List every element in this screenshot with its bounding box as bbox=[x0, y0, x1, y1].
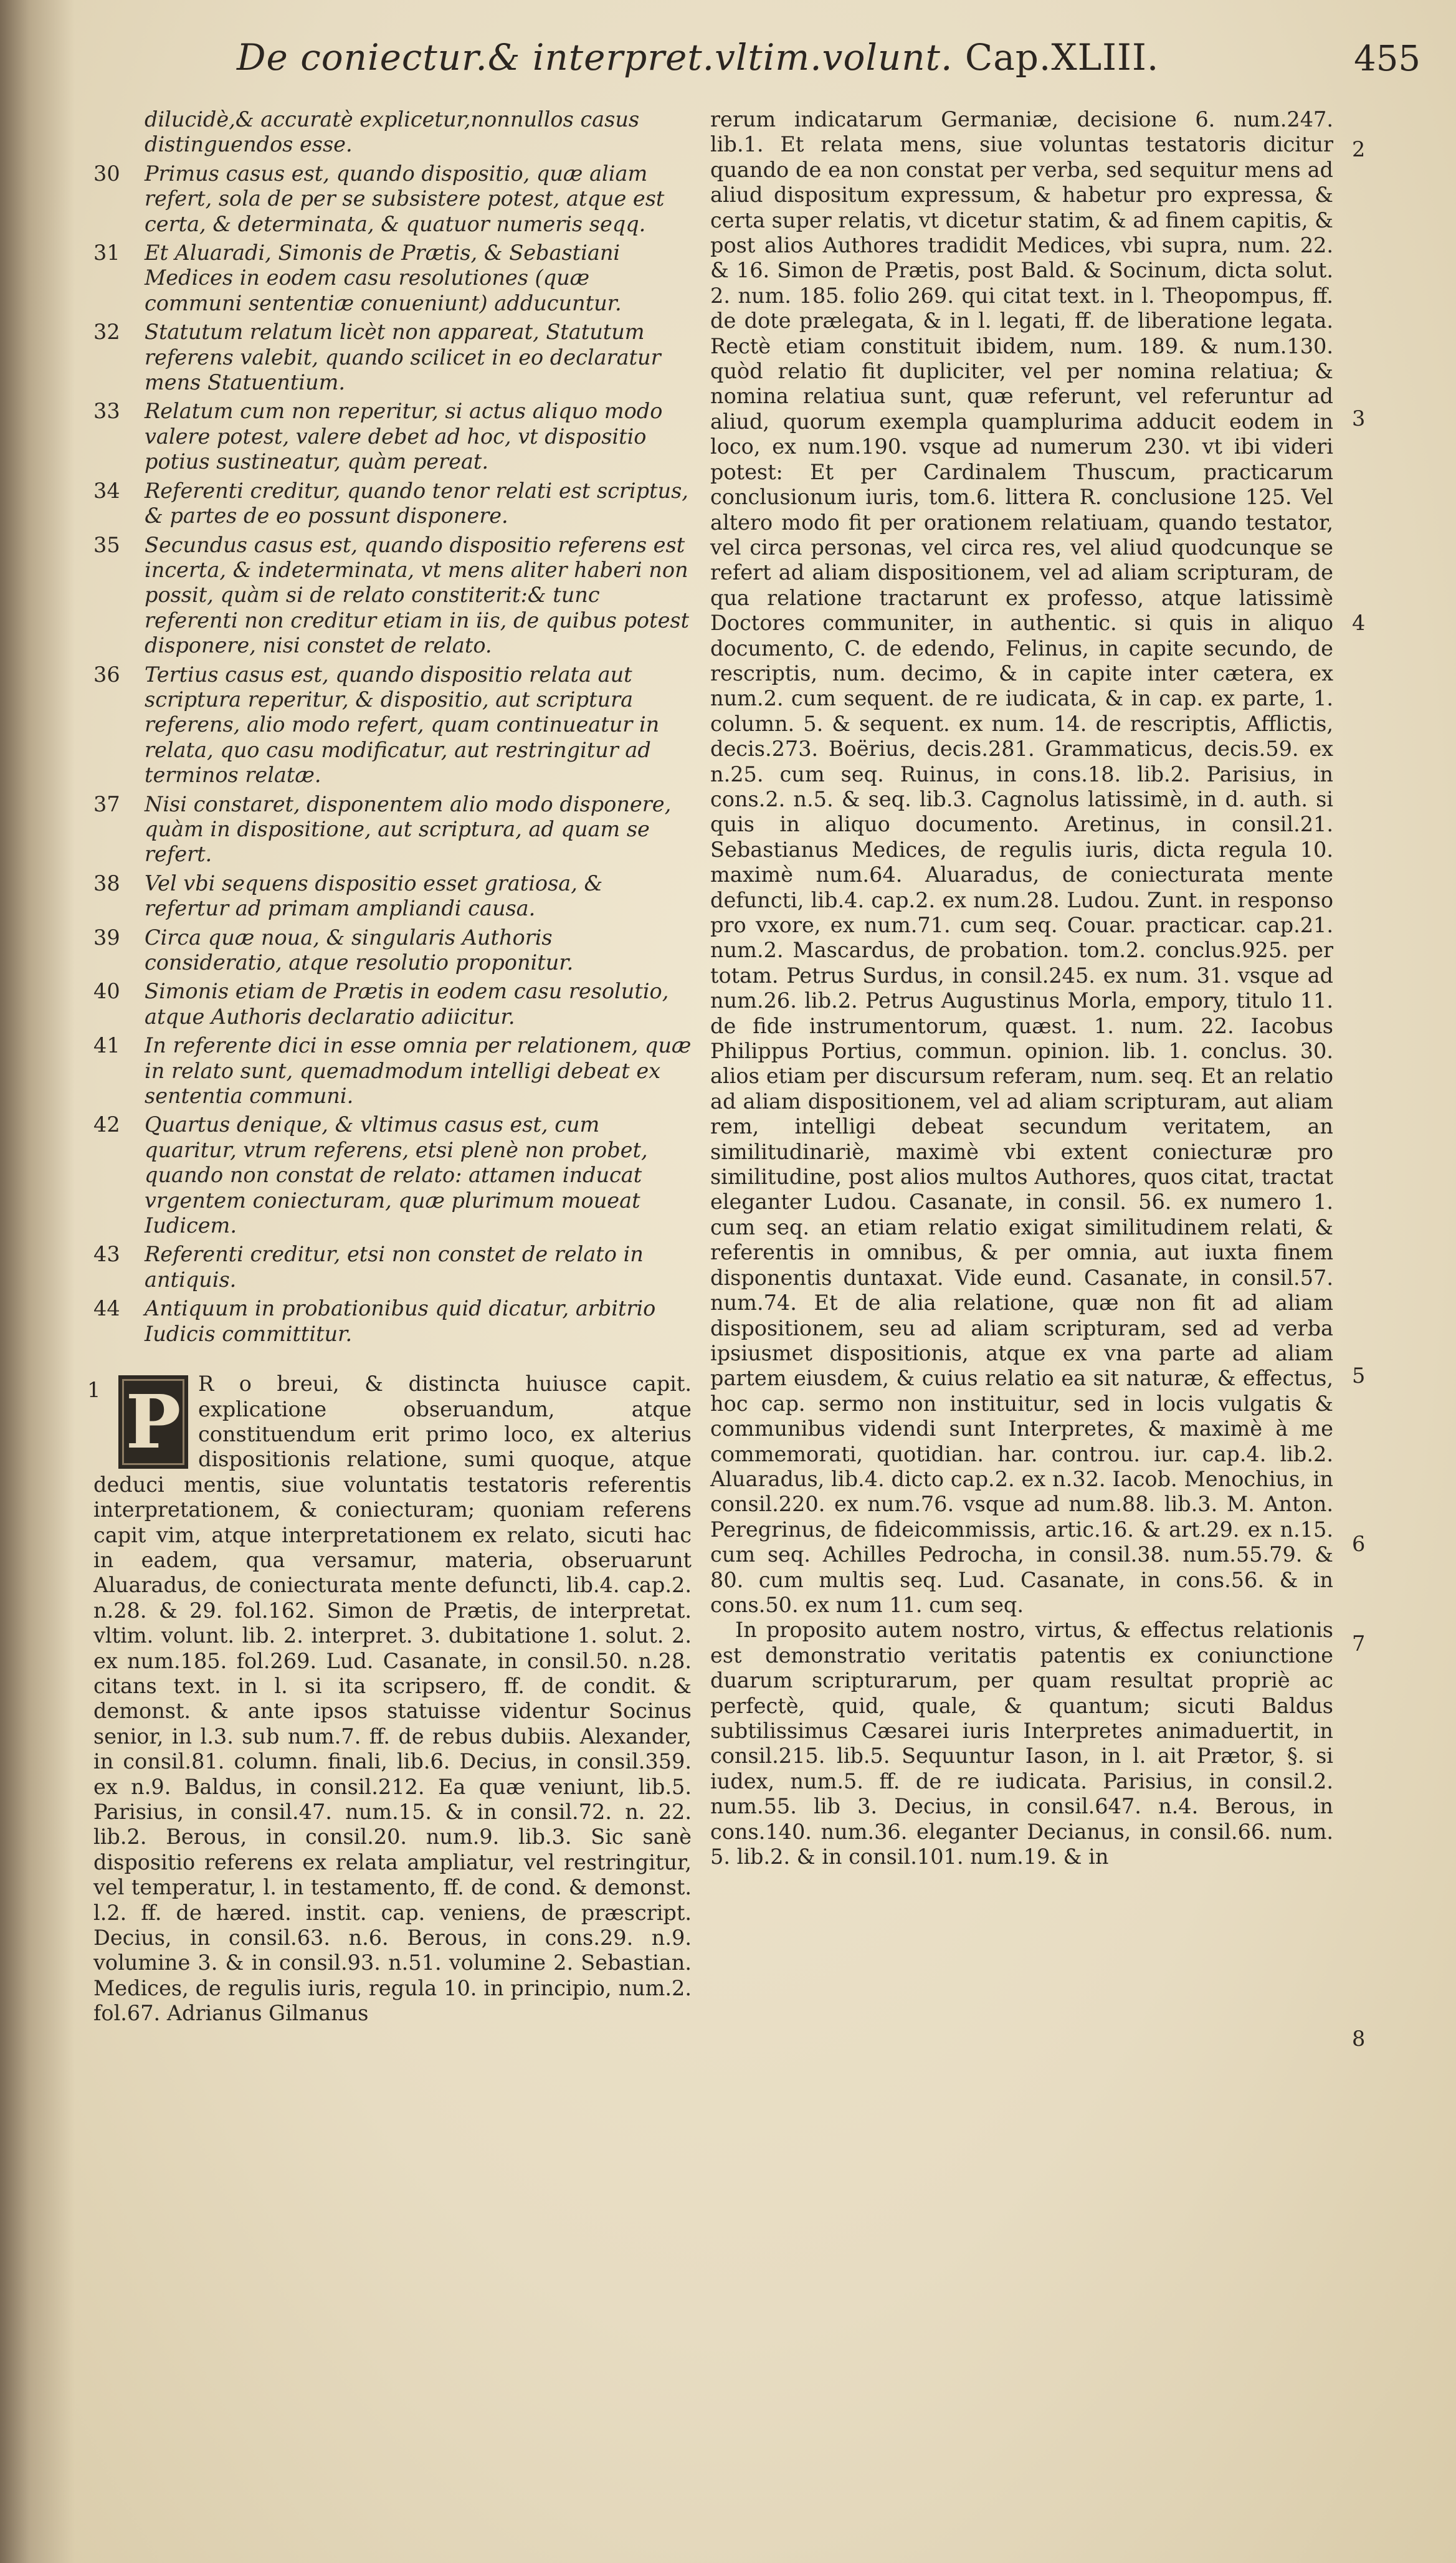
margin-number: 6 bbox=[1352, 1532, 1366, 1556]
summary-text: Tertius casus est, quando dispositio relata aut scriptura reperitur, & dispositio, aut scriptura referens, alio modo refert, quam continueatur in relata, quo casu modificatur, aut restringitur ad terminos relatæ. bbox=[145, 662, 660, 788]
summary-number: 38 bbox=[93, 871, 120, 895]
body-paragraph: In proposito autem nostro, virtus, & effectus relationis est demonstratio veritatis patentis ex coniunctione duarum scripturarum, per quam resultat propriè ac perfectè, quid, quale, & quantum; sicuti Baldus subtilissimus Cæsarei iuris Interpretes animaduertit, in consil.215. lib.5. Sequuntur Iason, in l. ait Prætor, §. si iudex, num.5. ff. de re iudicata. Parisius, in consil.2. num.55. lib 3. Decius, in consil.647. n.4. Berous, in cons.140. num.36. eleganter Decianus, in consil.66. num. 5. lib.2. & in consil.101. num.19. & in bbox=[710, 1618, 1333, 1869]
summary-text: Et Aluaradi, Simonis de Prætis, & Sebastiani Medices in eodem casu resolutiones (quæ communi sententiæ conueniunt) adducuntur. bbox=[145, 241, 622, 315]
summary-text: Antiquum in probationibus quid dicatur, arbitrio Iudicis committitur. bbox=[145, 1296, 656, 1346]
summary-item bbox=[93, 1033, 692, 1109]
summary-number: 42 bbox=[93, 1112, 120, 1137]
summary-text: Simonis etiam de Prætis in eodem casu resolutio, atque Authoris declaratio adiicitur. bbox=[145, 979, 669, 1029]
summary-number: 36 bbox=[93, 662, 120, 687]
summary-item bbox=[93, 1242, 692, 1292]
summary-item bbox=[93, 533, 692, 659]
summary-text: Secundus casus est, quando dispositio referens est incerta, & indeterminata, vt mens aliter haberi non possit, quàm si de relato constiterit:& tunc referenti non creditur etiam in iis, de quibus potest disponere, nisi constet de relato. bbox=[145, 532, 690, 658]
margin-number: 3 bbox=[1352, 406, 1366, 431]
summary-item bbox=[93, 1112, 692, 1238]
margin-number: 8 bbox=[1352, 2026, 1366, 2051]
summary-number: 35 bbox=[93, 532, 120, 557]
margin-number: 1 bbox=[87, 1378, 101, 1403]
summary-number: 39 bbox=[93, 925, 120, 950]
summary-number: 32 bbox=[93, 320, 120, 345]
summary-number: 34 bbox=[93, 478, 120, 503]
summary-item bbox=[93, 792, 692, 867]
summary-number: 40 bbox=[93, 979, 120, 1004]
summary-text: Statutum relatum licèt non appareat, Statutum referens valebit, quando scilicet in eo declaratur mens Statuentium. bbox=[145, 320, 661, 395]
summary-text: Vel vbi sequens dispositio esset gratiosa, & refertur ad primam ampliandi causa. bbox=[145, 871, 603, 921]
left-column bbox=[87, 107, 692, 2026]
summary-text: In referente dici in esse omnia per relationem, quæ in relato sunt, quemadmodum intelligi debeat ex sententia communi. bbox=[145, 1033, 692, 1109]
summary-number: 44 bbox=[93, 1296, 120, 1321]
summary-text: Nisi constaret, disponentem alio modo disponere, quàm in dispositione, aut scriptura, ad quam se refert. bbox=[145, 791, 672, 867]
summary-text: dilucidè,& accuratè explicetur,nonnullos casus distinguendos esse. bbox=[145, 107, 640, 157]
chapter-label: Cap.XLIII. bbox=[964, 36, 1159, 79]
running-header bbox=[237, 36, 1420, 92]
summary-number: 41 bbox=[93, 1033, 120, 1058]
summary-item bbox=[93, 241, 692, 316]
margin-number: 4 bbox=[1352, 611, 1366, 635]
binding-shadow bbox=[0, 0, 75, 2563]
right-column bbox=[710, 107, 1333, 1869]
summary-item bbox=[93, 161, 692, 237]
summary-text: Circa quæ noua, & singularis Authoris consideratio, atque resolutio proponitur. bbox=[145, 925, 574, 975]
margin-number: 2 bbox=[1352, 137, 1366, 161]
margin-number: 7 bbox=[1352, 1631, 1366, 1656]
summary-text: Relatum cum non reperitur, si actus aliquo modo valere potest, valere debet ad hoc, vt dispositio potius sustineatur, quàm pereat. bbox=[145, 399, 663, 474]
summary-item bbox=[93, 107, 692, 158]
summary-item bbox=[93, 662, 692, 788]
summary-item bbox=[93, 1296, 692, 1347]
body-paragraph: rerum indicatarum Germaniæ, decisione 6. num.247. lib.1. Et relata mens, siue voluntas testatoris dicitur quando de ea non constat per verba, sed sequitur mens ad aliud dispositum expressum, & habetur pro expressa, & certa super relatis, vt dicetur statim, & ad finem capitis, & post alios Authores tradidit Medices, vbi supra, num. 22. & 16. Simon de Prætis, post Bald. & Socinum, dicta solut. 2. num. 185. folio 269. qui citat text. in l. Theopompus, ff. de dote prælegata, & in l. legati, ff. de liberatione legata. Rectè etiam constituit ibidem, num. 189. & num.130. quòd relatio fit dupliciter, vel per nomina relatiua; & nomina relatiua sunt, quæ referunt, vel referuntur ad aliud, quorum exempla quamplurima adducit eodem in loco, ex num.190. vsque ad numerum 230. vt ibi videri potest: Et per Cardinalem Thuscum, practicarum conclusionum iuris, tom.6. littera R. conclusione 125. Vel altero modo fit per orationem relatiuam, quando testator, vel circa personas, vel circa res, vel aliud quodcunque se refert ad aliam dispositionem, vel ad aliam scripturam, de qua relatione tractarunt ex professo, atque latissimè Doctores communiter, in authentic. si quis in aliquo documento, C. de edendo, Felinus, in capite secundo, de rescriptis, num. decimo, & in capite inter cætera, ex num.2. cum sequent. de re iudicata, & in cap. ex parte, 1. column. 5. & sequent. ex num. 14. de rescriptis, Afflictis, decis.273. Boërius, decis.281. Grammaticus, decis.59. ex n.25. cum seq. Ruinus, in cons.18. lib.2. Parisius, in cons.2. n.5. & seq. lib.3. Cagnolus latissimè, in d. auth. si quis in aliquo documento. Aretinus, in consil.21. Sebastianus Medices, de regulis iuris, dicta regula 10. maximè num.64. Aluaradus, de coniecturata mente defuncti, lib.4. cap.2. ex num.28. Ludou. Zunt. in responso pro vxore, ex num.71. cum seq. Couar. practicar. cap.21. num.2. Mascardus, de probation. tom.2. conclus.925. per totam. Petrus Surdus, in consil.245. ex num. 31. vsque ad num.26. lib.2. Petrus Augustinus Morla, empory, titulo 11. de fide instrumentorum, quæst. 1. num. 22. Iacobus Philippus Portius, commun. opinion. lib. 1. conclus. 30. alios etiam per discursum referam, num. seq. Et an relatio ad aliam dispositionem, vel ad aliam scripturam, aut aliam rem, intelligi debeat secundum veritatem, an similitudinariè, maximè vbi extent coniecturæ pro similitudine, post alios multos Authores, quos citat, tractat eleganter Ludou. Casanate, in consil. 56. ex numero 1. cum seq. an etiam relatio exigat similitudinem relati, & referentis in omnibus, & per omnia, aut iuxta finem disponentis duntaxat. Vide eund. Casanate, in consil.57. num.74. Et de alia relatione, quæ non fit ad aliam dispositionem, seu ad aliam scripturam, sed ad verba ipsiusmet dispositionis, atque ex vna parte ad aliam partem eiusdem, & cuius relatio ea sit naturæ, & effectus, hoc cap. sermo non instituitur, sed in locis vulgatis & communibus videndi sunt Interpretes, & maximè à me commemorati, quotidian. har. controu. iur. cap.4. lib.2. Aluaradus, lib.4. dicto cap.2. ex n.32. Iacob. Menochius, in consil.220. ex num.76. vsque ad num.88. lib.3. M. Anton. Peregrinus, de fideicommissis, artic.16. & art.29. ex n.15. cum seq. Achilles Pedrocha, in consil.38. num.55.79. & 80. cum multis seq. Lud. Casanate, in cons.56. & in cons.50. ex num 11. cum seq. bbox=[710, 107, 1333, 1617]
body-paragraph: R o breui, & distincta huiusce capit. explicatione obseruandum, atque constituendum erit primo loco, ex alterius dispositionis relatione, sumi quoque, atque deduci mentis, siue voluntatis testatoris referentis interpretationem, & coniecturam; quoniam referens capit vim, atque interpretationem ex relato, sicuti hac in eadem, qua versamur, materia, obseruarunt Aluaradus, de coniecturata mente defuncti, lib.4. cap.2. n.28. & 29. fol.162. Simon de Prætis, de interpretat. vltim. volunt. lib. 2. interpret. 3. dubitatione 1. solut. 2. ex num.185. fol.269. Lud. Casanate, in consil.50. n.28. citans text. in l. si ita scripsero, ff. de condit. & demonst. & ante ipsos statuisse videntur Socinus senior, in l.3. sub num.7. ff. de rebus dubiis. Alexander, in consil.81. column. finali, lib.6. Decius, in consil.359. ex n.9. Baldus, in consil.212. Ea quæ veniunt, lib.5. Parisius, in consil.47. num.15. & in consil.72. n. 22. lib.2. Berous, in consil.20. num.9. lib.3. Sic sanè dispositio referens ex relata ampliatur, vel restringitur, vel temperatur, l. in testamento, ff. de cond. & demonst. l.2. ff. de hæred. instit. cap. veniens, de præscript. Decius, in consil.63. n.6. Berous, in cons.29. n.9. volumine 3. & in consil.93. n.51. volumine 2. Sebastian. Medices, de regulis iuris, regula 10. in principio, num.2. fol.67. Adrianus Gilmanus bbox=[93, 1372, 692, 2026]
summary-number: 30 bbox=[93, 161, 120, 186]
summary-item bbox=[93, 399, 692, 474]
summary-item bbox=[93, 979, 692, 1029]
body-left bbox=[87, 1372, 692, 2026]
page-number: 455 bbox=[1354, 39, 1420, 79]
dropcap-letter: P bbox=[118, 1375, 188, 1469]
summary-item bbox=[93, 479, 692, 529]
running-title: De coniectur.& interpret.vltim.volunt. Cap.XLIII. bbox=[237, 36, 1159, 79]
summary-number: 31 bbox=[93, 241, 120, 265]
margin-number: 5 bbox=[1352, 1363, 1366, 1388]
summary-text: Referenti creditur, quando tenor relati est scriptus, & partes de eo possunt disponere. bbox=[145, 478, 688, 528]
summary-number: 43 bbox=[93, 1242, 120, 1267]
summary-number: 33 bbox=[93, 399, 120, 424]
summary-text: Quartus denique, & vltimus casus est, cum quaritur, vtrum referens, etsi plenè non probet, quando non constat de relato: attamen inducat vrgentem coniecturam, quæ plurimum moueat Iudicem. bbox=[145, 1112, 648, 1238]
summary-item bbox=[93, 871, 692, 922]
summary-text: Primus casus est, quando dispositio, quæ aliam refert, sola de per se subsistere potest, atque est certa, & determinata, & quatuor numeris seqq. bbox=[145, 161, 665, 236]
summary-number: 37 bbox=[93, 791, 120, 816]
summary-item bbox=[93, 925, 692, 976]
summary-item bbox=[93, 320, 692, 395]
summary-list bbox=[93, 107, 692, 1347]
summary-text: Referenti creditur, etsi non constet de relato in antiquis. bbox=[145, 1242, 644, 1292]
